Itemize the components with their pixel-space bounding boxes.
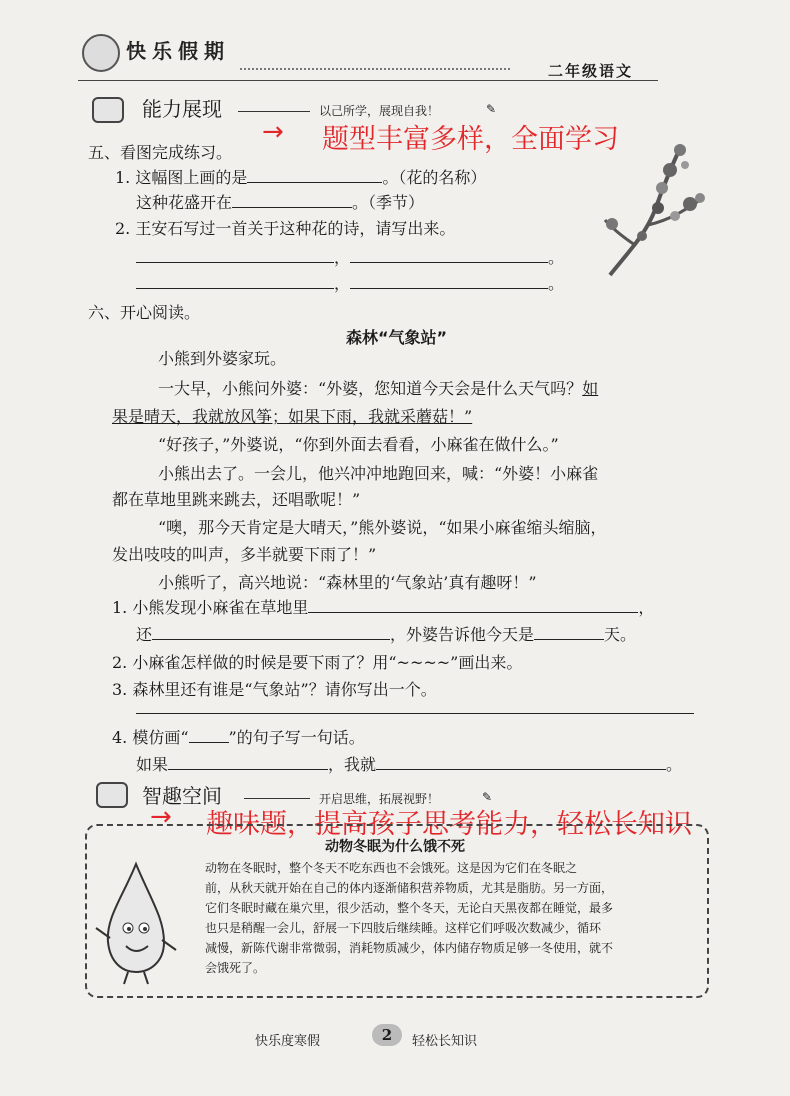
fact-line: 会饿死了。 [205,961,266,975]
answer-blank[interactable] [232,206,352,208]
answer-blank[interactable] [534,638,604,640]
q6-item2: 2. 小麻雀怎样做的时候是要下雨了？用“~~~~”画出来。 [112,653,523,672]
answer-blank[interactable] [247,181,382,183]
answer-blank[interactable] [350,287,548,289]
story-paragraph-underlined: 果是晴天，我就放风筝；如果下雨，我就采蘑菇！” [112,407,473,426]
q5-season-hint: 。（季节） [352,193,425,212]
footer-right: 轻松长知识 [412,1034,478,1049]
story-paragraph: 都在草地里跳来跳去，还唱歌呢！” [112,490,361,509]
period: 。 [548,274,565,293]
answer-blank[interactable] [152,638,390,640]
q6-item4 [112,725,365,748]
q5-item1-text: 1. 这幅图上画的是 [115,168,248,187]
answer-blank[interactable] [136,261,334,263]
underlined-text: 如 [582,379,599,398]
story-paragraph: 小熊出去了。一会儿，他兴冲冲地跑回来，喊：“外婆！小麻雀 [158,464,599,483]
red-arrow: → [262,117,284,147]
header-divider [240,68,510,70]
period: 。 [548,248,565,267]
story-paragraph: “好孩子，”外婆说，“你到外面去看看，小麻雀在做什么。” [158,435,559,454]
q5-item1-hint: 。（花的名称） [382,168,487,187]
section-slogan: 以己所学，展现自我！ [319,104,440,118]
q6-item3: 3. 森林里还有谁是“气象站”？请你写出一个。 [112,680,437,699]
pencil-icon: ✎ [486,102,497,116]
page-number: 2 [372,1024,402,1046]
header-rule [78,80,658,81]
fact-line: 也只是稍醒一会儿，舒展一下四肢后继续睡。这样它们呼吸次数减少，循环 [205,921,602,935]
answer-blank[interactable] [350,261,548,263]
story-paragraph: 小熊到外婆家玩。 [158,349,287,368]
story-paragraph [158,374,598,404]
q6-item1-still: 还 [136,625,153,644]
q6-item1-end: 天。 [604,625,637,644]
q6-item4-text2: ”的句子写一句话。 [228,728,365,747]
story-paragraph: “噢，那今天肯定是大晴天，”熊外婆说，“如果小麻雀缩头缩脑， [158,518,607,537]
comma: ， [334,274,351,293]
section-title: 能力展现 [142,97,222,121]
section-title: 智趣空间 [142,784,222,808]
answer-blank[interactable] [376,768,666,770]
section-slogan: 开启思维，拓展视野！ [319,792,440,806]
q6-item1-text2: ，外婆告诉他今天是 [390,625,535,644]
answer-blank[interactable] [308,611,638,613]
fact-body [205,858,695,978]
section-icon [96,782,128,808]
answer-blank[interactable] [168,768,328,770]
red-arrow: → [150,802,172,832]
q5-heading: 五、看图完成练习。 [88,143,233,162]
q5-season-text: 这种花盛开在 [136,193,233,212]
slogan-rule [238,111,310,112]
annotation-text: 趣味题，提高孩子思考能力，轻松长知识 [206,809,692,840]
mascot-icon [82,34,120,72]
fact-line: 动物在冬眠时，整个冬天不吃东西也不会饿死。这是因为它们在冬眠之 [205,861,578,875]
q6-item1-cont [136,622,636,645]
poem-line-1 [136,245,564,268]
q5-item2: 2. 王安石写过一首关于这种花的诗，请写出来。 [115,219,456,238]
water-drop-mascot-icon [92,858,180,986]
q6-item4-text: 4. 模仿画“ [112,728,189,747]
period: 。 [666,755,683,774]
fact-title: 动物冬眠为什么饿不死 [325,839,465,855]
header-logo: 快乐假期 [126,39,230,63]
header-subject: 二年级语文 [548,62,634,80]
answer-line[interactable] [136,713,694,714]
story-paragraph: 发出吱吱的叫声，多半就要下雨了！” [112,545,377,564]
slogan-rule [244,798,310,799]
story-paragraph: 小熊听了，高兴地说：“森林里的‘气象站’真有趣呀！” [158,573,537,592]
if-text: 如果 [136,755,169,774]
comma: ， [334,248,351,267]
comma: ， [638,598,655,617]
fact-line: 前，从秋天就开始在自己的体内逐渐储积营养物质，尤其是脂肪。另一方面， [205,881,614,895]
answer-blank [189,741,229,743]
q5-item1-season [136,190,424,213]
q6-item1-text: 1. 小熊发现小麻雀在草地里 [112,598,309,617]
pencil-icon: ✎ [482,790,493,804]
q6-item1 [112,595,654,618]
annotation-text: 题型丰富多样，全面学习 [322,124,619,155]
poem-line-2 [136,271,564,294]
fact-line: 减慢，新陈代谢非常微弱，消耗物质减少，体内储存物质足够一冬使用，就不 [205,941,614,955]
answer-blank[interactable] [136,287,334,289]
section-icon [92,97,124,123]
then-text: ，我就 [328,755,377,774]
footer-left: 快乐度寒假 [255,1034,321,1049]
story-text: 一大早，小熊问外婆：“外婆，您知道今天会是什么天气吗？ [158,379,583,398]
fact-line: 它们冬眠时藏在巢穴里，很少活动，整个冬天，无论白天黑夜都在睡觉，最多 [205,901,614,915]
q5-item1 [115,165,486,188]
q6-heading: 六、开心阅读。 [88,303,201,322]
q6-item4-answer [136,752,682,775]
story-title: 森林“气象站” [346,328,448,347]
plum-blossom-illustration [600,140,710,280]
